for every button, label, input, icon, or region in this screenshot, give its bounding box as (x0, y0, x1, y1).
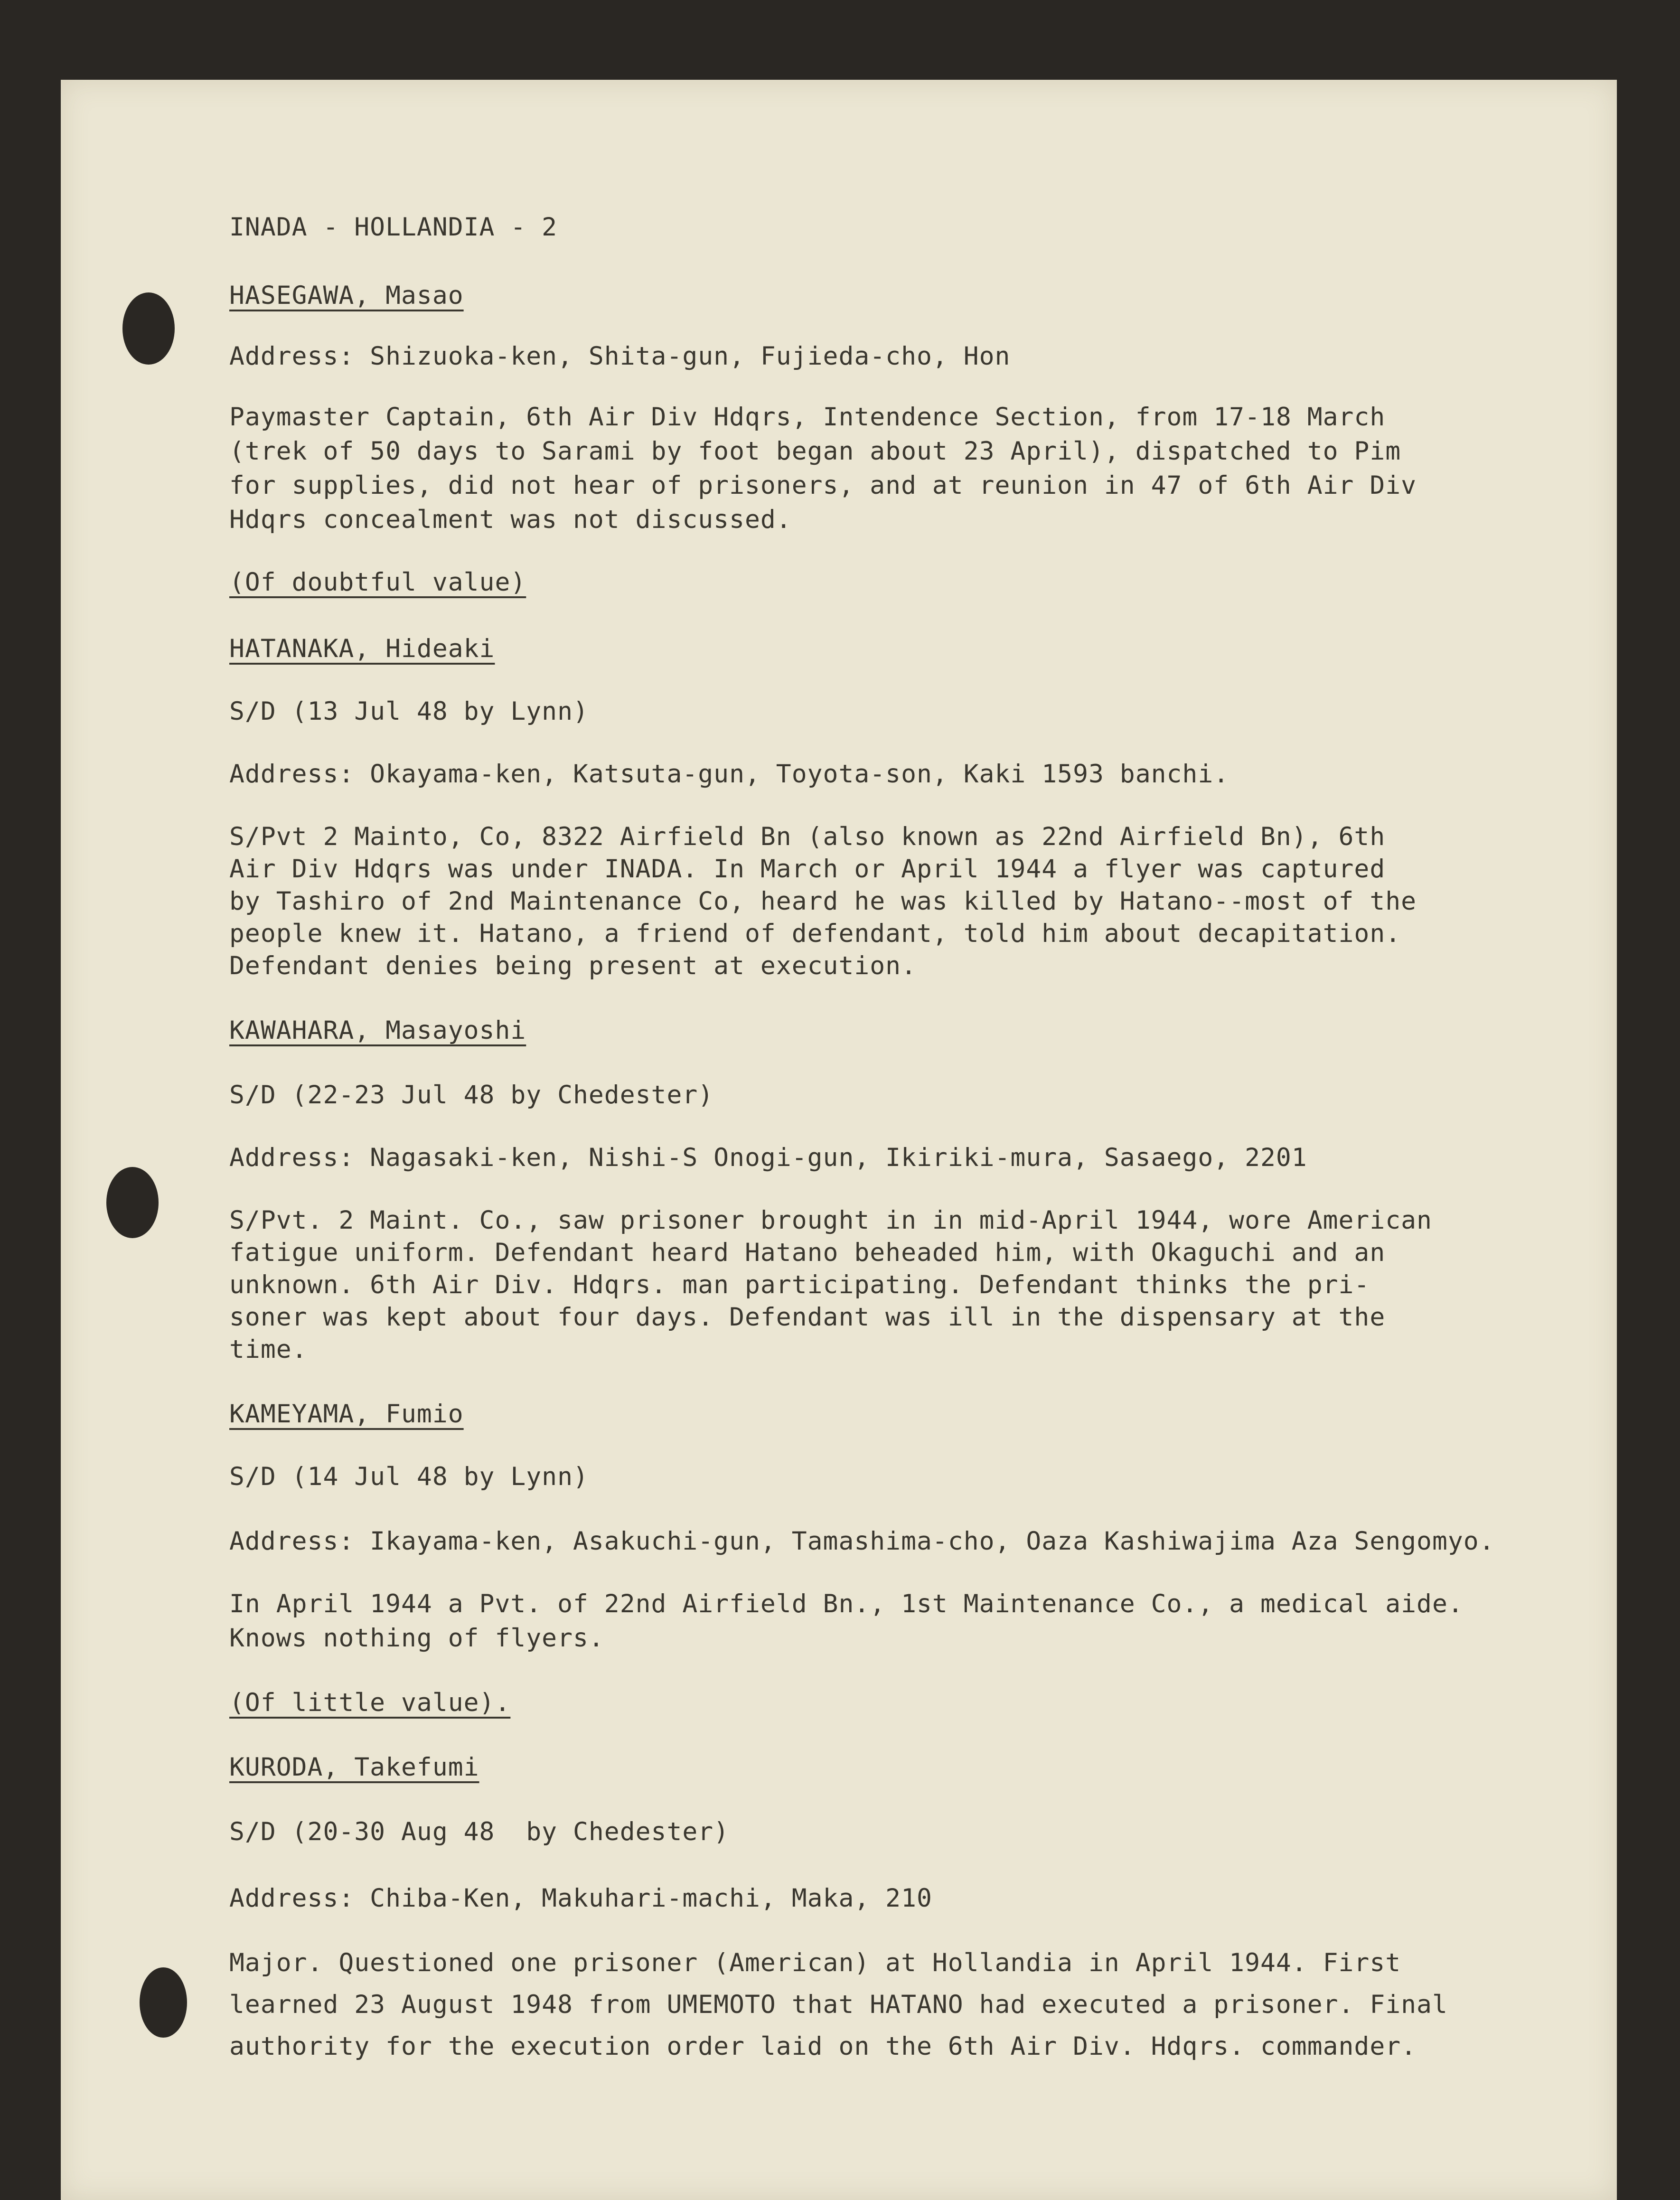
entry-body-line: Defendant denies being present at execution. (229, 951, 917, 980)
entry-body-line: Knows nothing of flyers. (229, 1624, 604, 1653)
entry-body-line: time. (229, 1335, 308, 1364)
entry-body-line: for supplies, did not hear of prisoners, and at reunion in 47 of 6th Air Div (229, 471, 1417, 500)
entry-body-line: In April 1944 a Pvt. of 22nd Airfield Bn., 1st Maintenance Co., a medical aide. (229, 1589, 1464, 1618)
entry-body-line: S/Pvt 2 Mainto, Co, 8322 Airfield Bn (also known as 22nd Airfield Bn), 6th (229, 822, 1386, 851)
entry-name-kameyama: KAMEYAMA, Fumio (229, 1400, 464, 1429)
entry-address-kawahara: Address: Nagasaki-ken, Nishi-S Onogi-gun, Ikiriki-mura, Sasaego, 2201 (229, 1143, 1307, 1172)
entry-body-line: authority for the execution order laid on the 6th Air Div. Hdqrs. commander. (229, 2032, 1417, 2061)
entry-sd-kawahara: S/D (22-23 Jul 48 by Chedester) (229, 1081, 714, 1109)
entry-body-line: (trek of 50 days to Sarami by foot began about 23 April), dispatched to Pim (229, 437, 1401, 466)
entry-body-line: S/Pvt. 2 Maint. Co., saw prisoner brought in in mid-April 1944, wore American (229, 1206, 1432, 1235)
entry-body-line: Hdqrs concealment was not discussed. (229, 505, 792, 534)
entry-body-line: Paymaster Captain, 6th Air Div Hdqrs, Intendence Section, from 17-18 March (229, 403, 1386, 432)
entry-name-kuroda: KURODA, Takefumi (229, 1753, 479, 1782)
entry-sd-kuroda: S/D (20-30 Aug 48 by Chedester) (229, 1817, 730, 1846)
document-page (61, 80, 1617, 2200)
entry-name-hatanaka: HATANAKA, Hideaki (229, 634, 495, 663)
entry-body-line: by Tashiro of 2nd Maintenance Co, heard he was killed by Hatano--most of the (229, 887, 1417, 916)
entry-sd-kameyama: S/D (14 Jul 48 by Lynn) (229, 1462, 589, 1491)
page-header: INADA - HOLLANDIA - 2 (229, 213, 558, 242)
entry-address-kameyama: Address: Ikayama-ken, Asakuchi-gun, Tamashima-cho, Oaza Kashiwajima Aza Sengomyo. (229, 1527, 1495, 1556)
entry-body-line: Major. Questioned one prisoner (American) at Hollandia in April 1944. First (229, 1948, 1401, 1977)
entry-address-hatanaka: Address: Okayama-ken, Katsuta-gun, Toyota-son, Kaki 1593 banchi. (229, 760, 1229, 789)
entry-body-line: Air Div Hdqrs was under INADA. In March or April 1944 a flyer was captured (229, 855, 1386, 884)
entry-body-line: fatigue uniform. Defendant heard Hatano beheaded him, with Okaguchi and an (229, 1238, 1386, 1267)
entry-body-line: unknown. 6th Air Div. Hdqrs. man participating. Defendant thinks the pri- (229, 1270, 1370, 1299)
document-text (61, 80, 1617, 2200)
entry-address-kuroda: Address: Chiba-Ken, Makuhari-machi, Maka, 210 (229, 1884, 932, 1913)
entry-address-hasegawa: Address: Shizuoka-ken, Shita-gun, Fujieda-cho, Hon (229, 342, 1011, 371)
value-note-little: (Of little value). (229, 1688, 511, 1717)
entry-body-line: people knew it. Hatano, a friend of defendant, told him about decapitation. (229, 919, 1401, 948)
entry-name-kawahara: KAWAHARA, Masayoshi (229, 1016, 526, 1045)
entry-body-line: learned 23 August 1948 from UMEMOTO that HATANO had executed a prisoner. Final (229, 1990, 1448, 2019)
entry-sd-hatanaka: S/D (13 Jul 48 by Lynn) (229, 697, 589, 726)
entry-body-line: soner was kept about four days. Defendant was ill in the dispensary at the (229, 1303, 1386, 1332)
entry-name-hasegawa: HASEGAWA, Masao (229, 281, 464, 310)
value-note-doubtful: (Of doubtful value) (229, 568, 526, 597)
